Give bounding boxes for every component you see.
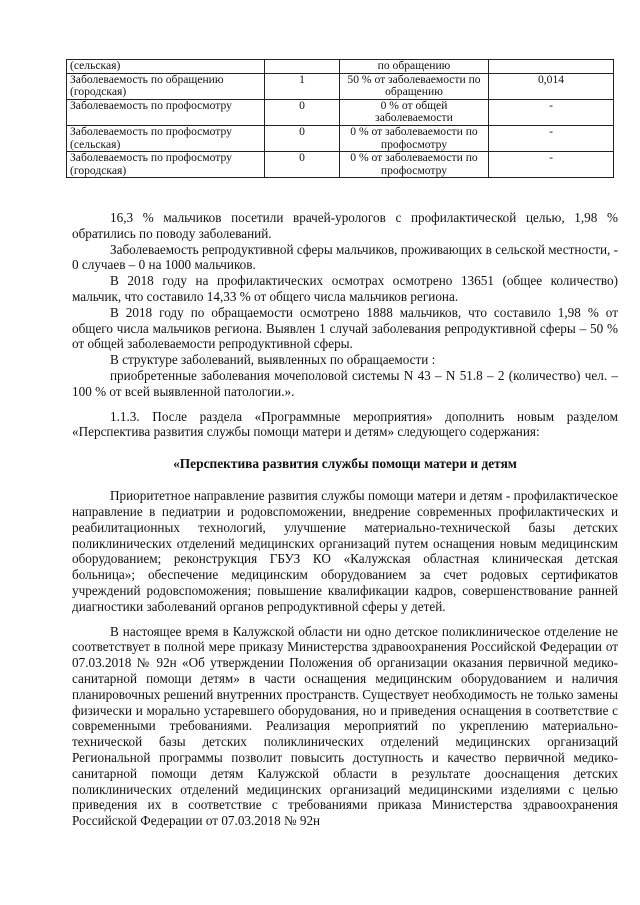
table-row [67, 152, 614, 178]
indicator-cell: Заболеваемость по профосмотру (городская) [67, 152, 265, 178]
share-cell: 0 % от общей заболеваемости [340, 99, 489, 125]
value-cell [265, 60, 340, 74]
table-row [67, 73, 614, 99]
paragraph: В 2018 году на профилактических осмотрах осмотрено 13651 (общее количество) мальчик, что составило 14,33 % от общего числа мальчиков региона. [72, 273, 618, 304]
value-cell: 0 [265, 125, 340, 151]
section-heading: «Перспектива развития службы помощи матери и детям [173, 456, 517, 472]
ratio-cell: - [489, 99, 614, 125]
ratio-cell: 0,014 [489, 73, 614, 99]
share-cell: 0 % от заболеваемости по профосмотру [340, 152, 489, 178]
paragraph: В структуре заболеваний, выявленных по обращаемости : [110, 352, 436, 368]
paragraph: В настоящее время в Калужской области ни одно детское поликлиническое отделение не соответствует в полной мере приказу Министерства здравоохранения Российской Федерации от 07.03.2018 № 92н «Об утверждении Положения об организации оказания первичной медико-санитарной помощи детям» в части оснащения медицинским оборудованием и наличия планировочных решений внутренних пространств. Существует необходимость не только замены физически и морально устаревшего оборудования, но и приведения оснащения в соответствие с современными требованиями. Реализация мероприятий по укреплению материально-технической базы детских поликлинических отделений медицинских организаций Региональной программы позволит повысить доступность и качество первичной медико-санитарной помощи детям Калужской области в результате дооснащения детских поликлинических отделений медицинских организаций медицинскими изделиями с целью приведения их в соответствие с требованиями приказа Министерства здравоохранения Российской Федерации от 07.03.2018 № 92н [72, 623, 618, 829]
indicator-cell: Заболеваемость по профосмотру [67, 99, 265, 125]
paragraph: 16,3 % мальчиков посетили врачей-урологов с профилактической целью, 1,98 % обратились по поводу заболеваний. [72, 210, 618, 241]
value-cell: 0 [265, 152, 340, 178]
indicator-cell: Заболеваемость по обращению (городская) [67, 73, 265, 99]
paragraph: Приоритетное направление развития службы помощи матери и детям - профилактическое направление в педиатрии и родовспоможении, внедрение современных профилактических и реабилитационных технологий, улучшение материально-технической базы детских поликлинических отделений медицинских организаций путем оснащения новым медицинским оборудованием; реконструкция ГБУЗ КО «Калужская областная клиническая детская больница»; обеспечение медицинским оборудованием за счет родовых сертификатов учреждений родовспоможения; повышение квалификации кадров, совершенствование ранней диагностики заболеваний органов репродуктивной сферы у детей. [72, 488, 618, 614]
value-cell: 0 [265, 99, 340, 125]
table-row [67, 125, 614, 151]
paragraph: В 2018 году по обращаемости осмотрено 1888 мальчиков, что составило 1,98 % от общего числа мальчиков региона. Выявлен 1 случай заболевания репродуктивной сферы – 50 % от общей заболеваемости репродуктивной сферы. [72, 304, 618, 352]
paragraph: 1.1.3. После раздела «Программные мероприятия» дополнить новым разделом «Перспектива развития службы помощи матери и детям» следующего содержания: [72, 408, 618, 440]
document-body [72, 210, 618, 829]
ratio-cell: - [489, 152, 614, 178]
table-row [67, 99, 614, 125]
ratio-cell [489, 60, 614, 74]
ratio-cell: - [489, 125, 614, 151]
morbidity-table [66, 59, 614, 178]
share-cell: 50 % от заболеваемости по обращению [340, 73, 489, 99]
value-cell: 1 [265, 73, 340, 99]
share-cell: 0 % от заболеваемости по профосмотру [340, 125, 489, 151]
indicator-cell: Заболеваемость по профосмотру (сельская) [67, 125, 265, 151]
indicator-cell: (сельская) [67, 60, 265, 74]
paragraph: Заболеваемость репродуктивной сферы мальчиков, проживающих в сельской местности, - 0 случаев – 0 на 1000 мальчиков. [72, 241, 618, 273]
table-row [67, 60, 614, 74]
share-cell: по обращению [340, 60, 489, 74]
paragraph: приобретенные заболевания мочеполовой системы N 43 – N 51.8 – 2 (количество) чел. – 100 % от всей выявленной патологии.». [72, 367, 618, 399]
